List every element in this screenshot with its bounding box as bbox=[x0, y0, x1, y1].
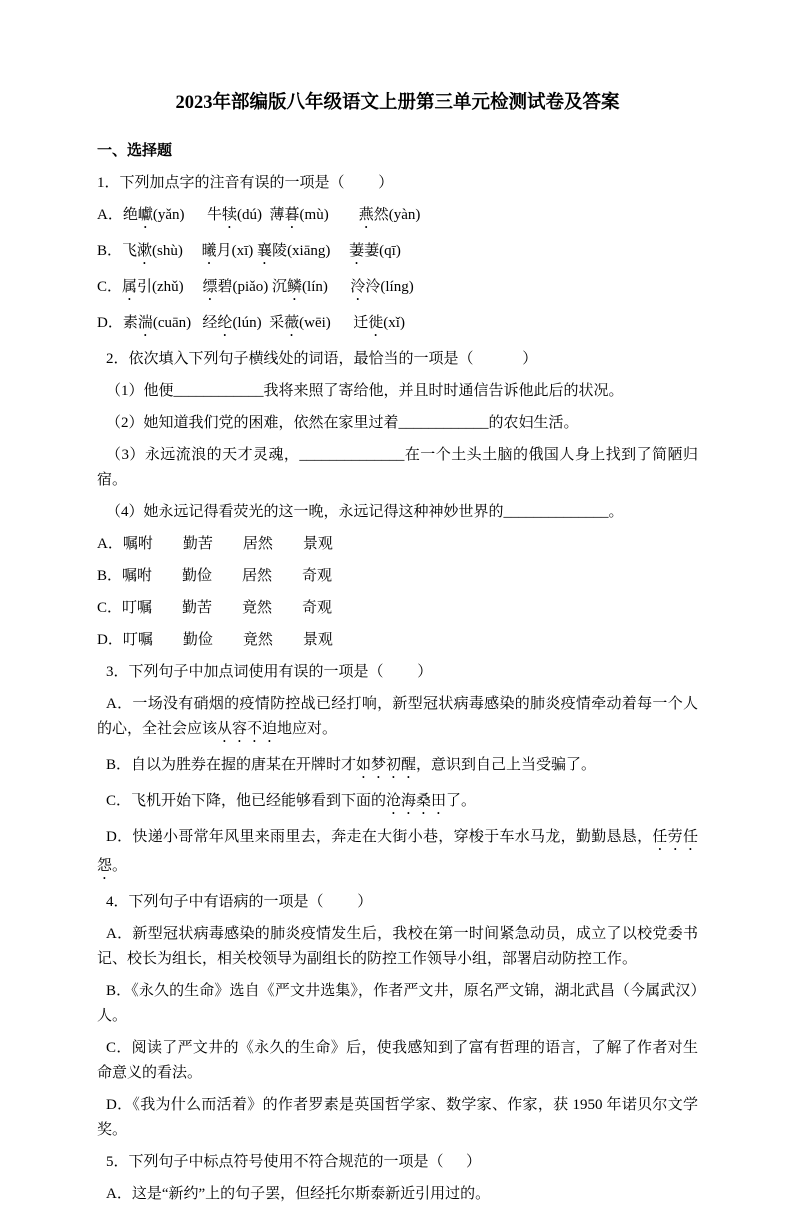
emphasized-text: 如梦初醒 bbox=[356, 757, 417, 773]
text-run: 3．下列句子中加点词使用有误的一项是（ ） bbox=[106, 664, 433, 680]
q3-stem bbox=[97, 660, 698, 685]
emphasized-text: 湍 bbox=[137, 315, 153, 331]
text-run: B．嘱咐 勤俭 居然 奇观 bbox=[97, 568, 333, 584]
q5-option-a bbox=[97, 1182, 698, 1207]
text-run: A．新型冠状病毒感染的肺炎疫情发生后，我校在第一时间紧急动员，成立了以校党委书记、校长为组长，相关校领导为副组长的防控工作领导小组，部署启动防控工作。 bbox=[97, 926, 698, 967]
q2-stem bbox=[97, 347, 698, 372]
q3-option-d bbox=[97, 825, 698, 883]
emphasized-text: 巘 bbox=[137, 207, 153, 223]
emphasized-text: 泠 bbox=[350, 279, 366, 295]
text-run: 碧(piǎo) 沉 bbox=[217, 279, 288, 295]
text-run: (mù) bbox=[299, 207, 359, 223]
emphasized-text: 从容不迫 bbox=[217, 721, 278, 737]
q2-blank-2 bbox=[97, 411, 698, 436]
q3-option-a bbox=[97, 692, 698, 746]
q1-option-b bbox=[97, 239, 698, 268]
emphasized-text: 鳞 bbox=[287, 279, 303, 295]
text-run: C． bbox=[97, 279, 123, 295]
text-run: A．嘱咐 勤苦 居然 景观 bbox=[97, 536, 333, 552]
page-title: 2023年部编版八年级语文上册第三单元检测试卷及答案 bbox=[175, 93, 620, 113]
text-run: B．飞 bbox=[97, 243, 138, 259]
q2-option-d bbox=[97, 628, 698, 653]
emphasized-text: 襄 bbox=[257, 243, 273, 259]
emphasized-text: 属 bbox=[122, 279, 138, 295]
text-run: （1）他便____________我将来照了寄给他，并且时时通信告诉他此后的状况。 bbox=[106, 383, 624, 399]
emphasized-text: 缥 bbox=[202, 279, 218, 295]
emphasized-text: 曦 bbox=[201, 243, 217, 259]
text-run: (cuān) 经 bbox=[152, 315, 218, 331]
emphasized-text: 沧海桑田 bbox=[386, 793, 447, 809]
text-run: D．《我为什么而活着》的作者罗素是英国哲学家、数学家、作家，获 1950 年诺贝尔文学奖。 bbox=[97, 1097, 698, 1138]
text-run: (yǎn) 牛 bbox=[152, 207, 223, 223]
emphasized-text: 暮 bbox=[284, 207, 300, 223]
text-run: (shù) bbox=[152, 243, 202, 259]
q2-blank-1 bbox=[97, 379, 698, 404]
emphasized-text: 萋 bbox=[349, 243, 365, 259]
text-run: (lún) 采 bbox=[232, 315, 285, 331]
q2-blank-4 bbox=[97, 500, 698, 525]
text-run: 地应对。 bbox=[277, 721, 338, 737]
text-run: A．绝 bbox=[97, 207, 138, 223]
text-run: B．自以为胜券在握的唐某在开牌时才 bbox=[106, 757, 357, 773]
emphasized-text: 燕 bbox=[358, 207, 374, 223]
text-run: C．飞机开始下降，他已经能够看到下面的 bbox=[106, 793, 387, 809]
text-run: 一、选择题 bbox=[97, 143, 173, 159]
q4-option-b bbox=[97, 979, 698, 1029]
text-run: A．一场没有硝烟的疫情防控战已经打响，新型冠状病毒感染的肺炎疫情牵动着每一个人的心，全社会应该 bbox=[97, 696, 698, 737]
q2-option-c bbox=[97, 596, 698, 621]
emphasized-text: 犊 bbox=[222, 207, 238, 223]
text-run: 1．下列加点字的注音有误的一项是（ ） bbox=[97, 175, 394, 191]
q1-stem bbox=[97, 171, 698, 196]
q1-option-a bbox=[97, 203, 698, 232]
emphasized-text: 任劳任怨 bbox=[97, 829, 698, 874]
text-run: （3）永远流浪的天才灵魂，______________在一个土头土脑的俄国人身上找到了简陋归宿。 bbox=[97, 447, 698, 488]
q4-option-c bbox=[97, 1036, 698, 1086]
text-run: A．这是“新约”上的句子罢，但经托尔斯泰新近引用过的。 bbox=[106, 1186, 491, 1202]
text-run: B．《永久的生命》选自《严文井选集》，作者严文井，原名严文锦，湖北武昌（今属武汉）人。 bbox=[97, 983, 698, 1024]
text-run: D．素 bbox=[97, 315, 138, 331]
q3-option-c bbox=[97, 789, 698, 818]
text-run: 了。 bbox=[446, 793, 477, 809]
text-run: 4．下列句子中有语病的一项是（ ） bbox=[106, 894, 373, 910]
text-run: 2．依次填入下列句子横线处的词语，最恰当的一项是（ ） bbox=[106, 351, 538, 367]
q4-option-a bbox=[97, 922, 698, 972]
text-run: D．快递小哥常年风里来雨里去，奔走在大街小巷，穿梭于车水马龙，勤勤恳恳， bbox=[106, 829, 653, 845]
q2-option-b bbox=[97, 564, 698, 589]
text-run: 然(yàn) bbox=[373, 207, 421, 223]
section-heading-choice bbox=[97, 139, 698, 164]
text-run: 萋(qī) bbox=[364, 243, 401, 259]
text-run: ，意识到自己上当受骗了。 bbox=[416, 757, 597, 773]
q4-option-d bbox=[97, 1093, 698, 1143]
text-run: (xǐ) bbox=[383, 315, 405, 331]
emphasized-text: 纶 bbox=[217, 315, 233, 331]
text-run: C．叮嘱 勤苦 竟然 奇观 bbox=[97, 600, 333, 616]
text-run: 引(zhǔ) bbox=[137, 279, 203, 295]
q1-option-d bbox=[97, 311, 698, 340]
text-run: 月(xī) bbox=[216, 243, 258, 259]
text-run: (lín) bbox=[302, 279, 351, 295]
document-body bbox=[97, 139, 698, 1207]
q5-stem bbox=[97, 1150, 698, 1175]
text-run: C．阅读了严文井的《永久的生命》后，使我感知到了富有哲理的语言，了解了作者对生命意义的看法。 bbox=[97, 1040, 698, 1081]
q4-stem bbox=[97, 890, 698, 915]
q1-option-c bbox=[97, 275, 698, 304]
q3-option-b bbox=[97, 753, 698, 782]
emphasized-text: 薇 bbox=[284, 315, 300, 331]
q2-blank-3 bbox=[97, 443, 698, 493]
text-run: 。 bbox=[112, 858, 128, 874]
text-run: 泠(líng) bbox=[365, 279, 414, 295]
emphasized-text: 漱 bbox=[137, 243, 153, 259]
text-run: (wēi) 迁 bbox=[299, 315, 369, 331]
text-run: （2）她知道我们党的困难，依然在家里过着____________的农妇生活。 bbox=[106, 415, 579, 431]
text-run: 陵(xiāng) bbox=[272, 243, 350, 259]
text-run: （4）她永远记得看荧光的这一晚，永远记得这种神妙世界的______________。 bbox=[106, 504, 624, 520]
q2-option-a bbox=[97, 532, 698, 557]
emphasized-text: 徙 bbox=[368, 315, 384, 331]
text-run: (dú) 薄 bbox=[237, 207, 285, 223]
text-run: D．叮嘱 勤俭 竟然 景观 bbox=[97, 632, 333, 648]
text-run: 5．下列句子中标点符号使用不符合规范的一项是（ ） bbox=[106, 1154, 482, 1170]
